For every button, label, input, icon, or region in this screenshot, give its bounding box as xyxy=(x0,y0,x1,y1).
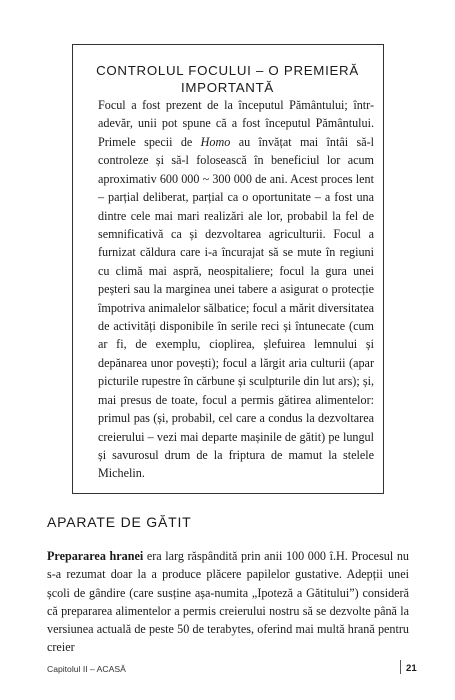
box-title-line-2: IMPORTANTĂ xyxy=(181,80,274,95)
box-title xyxy=(0,62,455,96)
main-paragraph xyxy=(47,547,409,657)
lead-term: Prepararea hranei xyxy=(47,549,144,563)
main-paragraph-text: era larg răspândită prin anii 100 000 î.H. Procesul nu s-a rezumat doar la a produce plăcere papilelor gustative. Adepții unei școli de gândire (care susține așa-numita „Ipoteză a Gătitului”) consideră că prepararea alimentelor a permis creierului nostru să se dezvolte până la versiunea actuală de peste 50 de terabytes, oferind mai multă hrană pentru creier xyxy=(47,549,409,655)
main-body xyxy=(47,547,409,657)
running-footer-chapter: Capitolul II – ACASĂ xyxy=(47,664,126,674)
section-title: APARATE DE GĂTIT xyxy=(47,514,192,530)
footer-divider xyxy=(400,660,401,674)
box-text-part-2: au învățat mai întâi să-l controleze și să-l folosească în beneficiul lor acum aproximativ 600 000 ~ 300 000 de ani. Acest proces lent – parțial deliberat, parțial ca o oportunitate – a fost una dintre cele mai mari realizări ale lor, probabil la fel de semnificativă ca și dezvoltarea agriculturii. Focul a furnizat căldura care i-a încurajat să se mute în regiuni cu climă mai aspră, neospitaliere; focul la gura unei peșteri sau la marginea unei tabere a asigurat o protecție împotriva animalelor sălbatice; focul a mărit diversitatea de activități disponibile în serile reci și întunecate (cum ar fi, de exemplu, cioplirea, șlefuirea lemnului și depănarea unor povești); focul a lărgit aria culturii (apar picturile rupestre în cărbune și sculpturile din lut ars); și, mai presus de toate, focul a permis gătirea alimentelor: primul pas (și, probabil, cel care a condus la dezvoltarea creierului – vezi mai departe mașinile de gătit) pe lungul și savurosul drum de la friptura de mamut la stelele Michelin. xyxy=(98,134,374,481)
homo-italic: Homo xyxy=(200,134,231,149)
page-number: 21 xyxy=(406,663,417,674)
box-text-part-1: Focul a fost prezent de la începutul Pământului; într-adevăr, unii pot spune că a fost începutul Pământului. Primele specii de xyxy=(98,98,374,149)
box-paragraph xyxy=(98,96,374,483)
box-body xyxy=(98,96,374,483)
box-title-line-1: CONTROLUL FOCULUI – O PREMIERĂ xyxy=(96,63,359,78)
